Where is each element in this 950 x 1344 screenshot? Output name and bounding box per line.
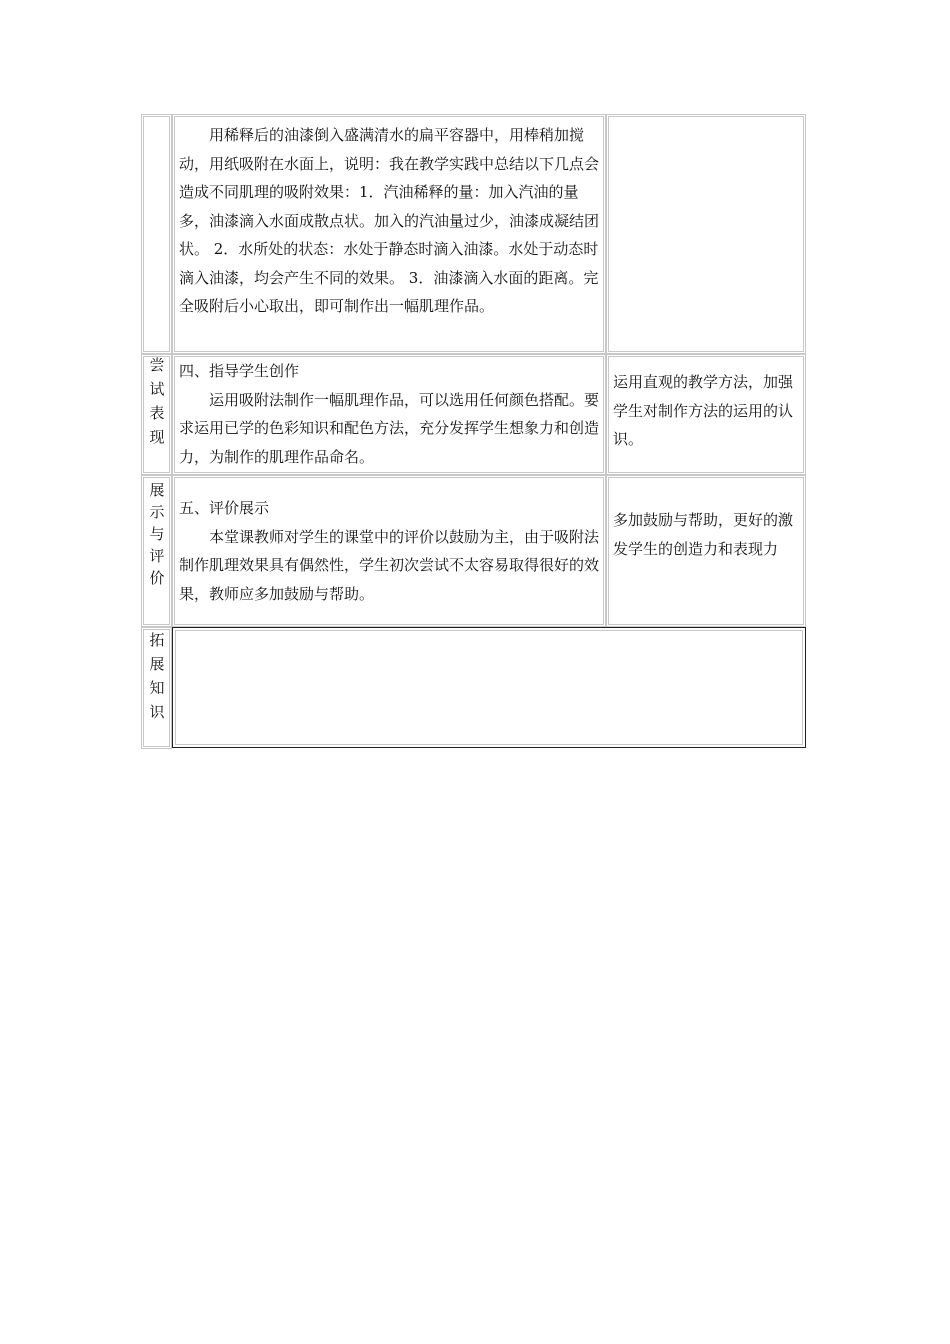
row-main-content [172,354,606,475]
main-paragraph: 用稀释后的油漆倒入盛满清水的扁平容器中，用棒稍加搅动，用纸吸附在水面上，说明：我在教学实践中总结以下几点会造成不同肌理的吸附效果：1．汽油稀释的量：加入汽油的量多，油漆滴入水面成散点状。加入的汽油量过少，油漆成凝结团状。 2．水所处的状态：水处于静态时滴入油漆。水处于动态时滴入油漆，均会产生不同的效果。 3．油漆滴入水面的距离。完全吸附后小心取出，即可制作出一幅肌理作品。 [179,126,600,315]
row-label-text: 展示与评价 [147,482,166,592]
section-heading: 四、指导学生创作 [179,362,300,380]
extension-content-cell [172,627,806,748]
row-note [606,354,806,475]
section-heading: 五、评价展示 [179,499,270,517]
note-text: 多加鼓励与帮助，更好的激发学生的创造力和表现力 [613,511,794,558]
main-paragraph: 运用吸附法制作一幅肌理作品，可以选用任何颜色搭配。要求运用已学的色彩知识和配色方法，充分发挥学生想象力和创造力，为制作的肌理作品命名。 [179,390,600,466]
row-label [141,627,172,749]
main-paragraph: 本堂课教师对学生的课堂中的评价以鼓励为主，由于吸附法制作肌理效果具有偶然性，学生初次尝试不太容易取得很好的效果，教师应多加鼓励与帮助。 [179,527,600,603]
table-row [141,627,806,749]
row-label-text: 尝试表现 [147,357,166,453]
row-label [141,114,172,354]
extension-content-inner [175,630,803,745]
table-row [141,114,806,354]
row-note [606,114,806,354]
row-main-content [172,475,606,627]
row-note [606,475,806,627]
table-row [141,475,806,627]
note-text: 运用直观的教学方法，加强学生对制作方法的运用的认识。 [613,373,794,448]
row-main-content [172,114,606,354]
table-row [141,354,806,475]
row-label [141,475,172,627]
row-label [141,354,172,475]
row-label-text: 拓展知识 [147,632,166,728]
